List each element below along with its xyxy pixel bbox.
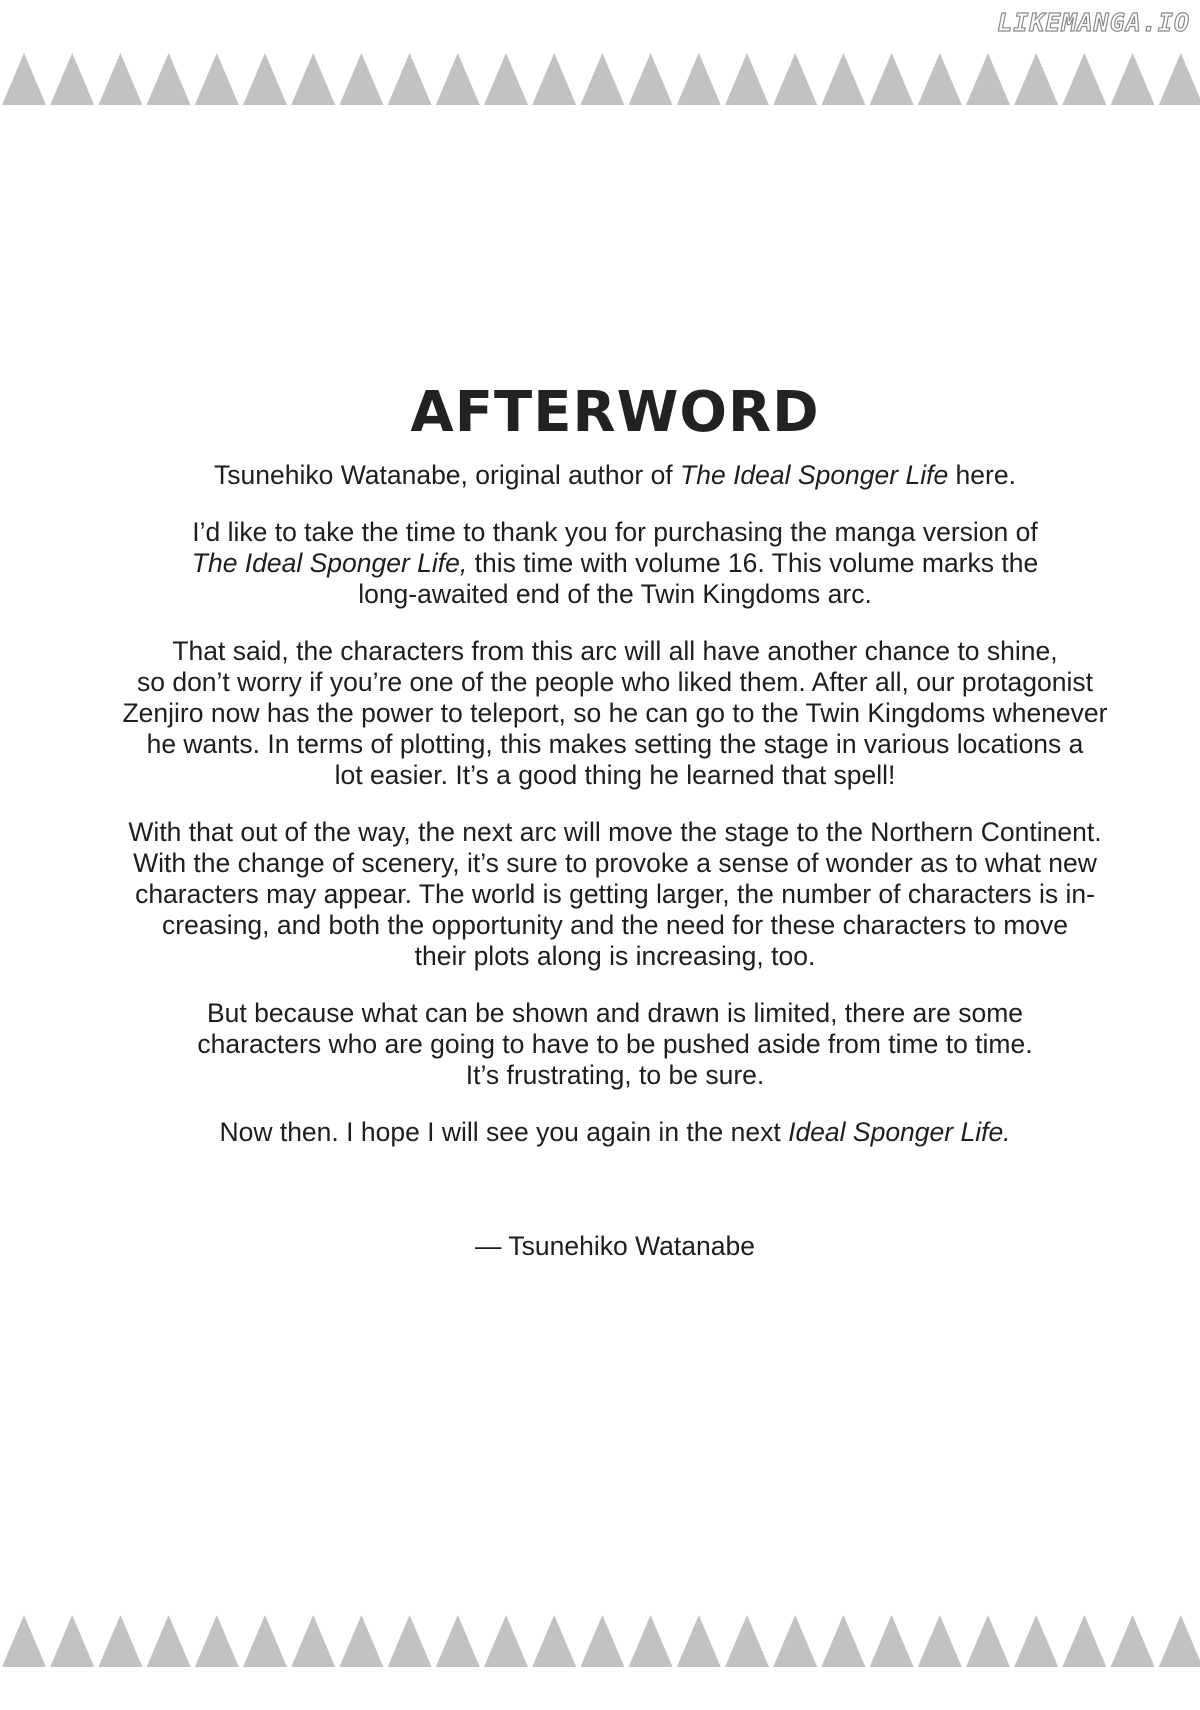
paragraph-line xyxy=(60,1117,1170,1148)
border-triangle xyxy=(436,1615,480,1667)
paragraph-line xyxy=(60,517,1170,548)
border-triangle xyxy=(918,1615,962,1667)
border-triangle xyxy=(918,53,962,105)
border-triangle xyxy=(725,1615,769,1667)
paragraph-line xyxy=(60,817,1170,848)
text-run: so don’t worry if you’re one of the people who liked them. After all, our protagonist xyxy=(136,667,1093,697)
border-triangle xyxy=(436,53,480,105)
border-triangle xyxy=(339,53,383,105)
border-triangle xyxy=(291,1615,335,1667)
text-run: creasing, and both the opportunity and the need for these characters to move xyxy=(162,910,1068,940)
border-triangle xyxy=(1159,53,1200,105)
text-run: long-awaited end of the Twin Kingdoms arc. xyxy=(358,579,872,609)
border-triangle xyxy=(339,1615,383,1667)
text-run: I’d like to take the time to thank you for purchasing the manga version of xyxy=(192,517,1038,547)
border-triangle xyxy=(1062,1615,1106,1667)
border-triangle xyxy=(1014,53,1058,105)
text-run: characters who are going to have to be pushed aside from time to time. xyxy=(197,1029,1033,1059)
paragraph-line xyxy=(60,848,1170,879)
border-triangle xyxy=(773,1615,817,1667)
border-triangle xyxy=(1111,1615,1155,1667)
paragraph-line xyxy=(60,579,1170,610)
italic-title-text: The Ideal Sponger Life xyxy=(680,460,949,490)
afterword-content xyxy=(60,380,1170,1262)
border-triangle xyxy=(966,1615,1010,1667)
border-triangle xyxy=(243,53,287,105)
text-run: But because what can be shown and drawn is limited, there are some xyxy=(206,998,1024,1028)
italic-title-text: Ideal Sponger Life. xyxy=(788,1117,1011,1147)
border-triangle xyxy=(870,53,914,105)
text-run: their plots along is increasing, too. xyxy=(414,941,816,971)
afterword-body xyxy=(60,460,1170,1148)
border-triangle xyxy=(1111,53,1155,105)
border-triangle xyxy=(580,53,624,105)
afterword-paragraph xyxy=(60,636,1170,791)
text-run: characters may appear. The world is getting larger, the number of characters is in- xyxy=(135,879,1095,909)
border-triangle xyxy=(966,53,1010,105)
paragraph-line xyxy=(60,667,1170,698)
afterword-paragraph xyxy=(60,998,1170,1091)
paragraph-line xyxy=(60,879,1170,910)
border-triangle xyxy=(388,53,432,105)
border-triangle xyxy=(291,53,335,105)
text-run: he wants. In terms of plotting, this makes setting the stage in various locations a xyxy=(146,729,1084,759)
text-run: Now then. I hope I will see you again in the next xyxy=(219,1117,789,1147)
border-triangle xyxy=(484,1615,528,1667)
paragraph-line xyxy=(60,636,1170,667)
paragraph-line xyxy=(60,1060,1170,1091)
paragraph-line xyxy=(60,998,1170,1029)
italic-title-text: The Ideal Sponger Life, xyxy=(191,548,468,578)
afterword-paragraph xyxy=(60,517,1170,610)
paragraph-line xyxy=(60,729,1170,760)
paragraph-line xyxy=(60,760,1170,791)
border-triangle xyxy=(50,53,94,105)
afterword-paragraph xyxy=(60,1117,1170,1148)
paragraph-line xyxy=(60,1029,1170,1060)
border-triangle xyxy=(532,53,576,105)
border-triangle xyxy=(484,53,528,105)
text-run: With the change of scenery, it’s sure to provoke a sense of wonder as to what new xyxy=(133,848,1097,878)
text-run: With that out of the way, the next arc will move the stage to the Northern Continent. xyxy=(128,817,1102,847)
border-triangle xyxy=(147,1615,191,1667)
paragraph-line xyxy=(60,910,1170,941)
text-run: Tsunehiko Watanabe, original author of xyxy=(214,460,681,490)
border-triangle xyxy=(821,53,865,105)
border-triangle xyxy=(1062,53,1106,105)
border-triangle xyxy=(821,1615,865,1667)
text-run: here. xyxy=(948,460,1016,490)
border-triangle xyxy=(1159,1615,1200,1667)
text-run: Zenjiro now has the power to teleport, so he can go to the Twin Kingdoms whenever xyxy=(122,698,1108,728)
text-run: this time with volume 16. This volume marks the xyxy=(467,548,1039,578)
border-triangle xyxy=(532,1615,576,1667)
border-triangle xyxy=(50,1615,94,1667)
border-triangle xyxy=(1014,1615,1058,1667)
text-run: lot easier. It’s a good thing he learned that spell! xyxy=(334,760,896,790)
watermark: LIKEMANGA.IO xyxy=(997,8,1190,37)
border-triangle xyxy=(629,1615,673,1667)
border-triangle xyxy=(147,53,191,105)
border-triangle xyxy=(580,1615,624,1667)
page-title: AFTERWORD xyxy=(410,380,820,445)
border-triangle xyxy=(195,1615,239,1667)
afterword-paragraph xyxy=(60,817,1170,972)
bottom-triangle-border xyxy=(0,1612,1200,1667)
border-triangle xyxy=(388,1615,432,1667)
border-triangle xyxy=(2,1615,46,1667)
border-triangle xyxy=(98,53,142,105)
paragraph-line xyxy=(60,941,1170,972)
border-triangle xyxy=(677,1615,721,1667)
border-triangle xyxy=(98,1615,142,1667)
border-triangle xyxy=(870,1615,914,1667)
text-run: It’s frustrating, to be sure. xyxy=(465,1060,765,1090)
afterword-paragraph xyxy=(60,460,1170,491)
border-triangle xyxy=(243,1615,287,1667)
border-triangle xyxy=(725,53,769,105)
border-triangle xyxy=(629,53,673,105)
paragraph-line xyxy=(60,460,1170,491)
text-run: That said, the characters from this arc will all have another chance to shine, xyxy=(172,636,1058,666)
border-triangle xyxy=(677,53,721,105)
top-triangle-border xyxy=(0,50,1200,105)
border-triangle xyxy=(773,53,817,105)
paragraph-line xyxy=(60,698,1170,729)
border-triangle xyxy=(195,53,239,105)
author-signoff: — Tsunehiko Watanabe xyxy=(475,1231,755,1261)
paragraph-line xyxy=(60,548,1170,579)
border-triangle xyxy=(2,53,46,105)
